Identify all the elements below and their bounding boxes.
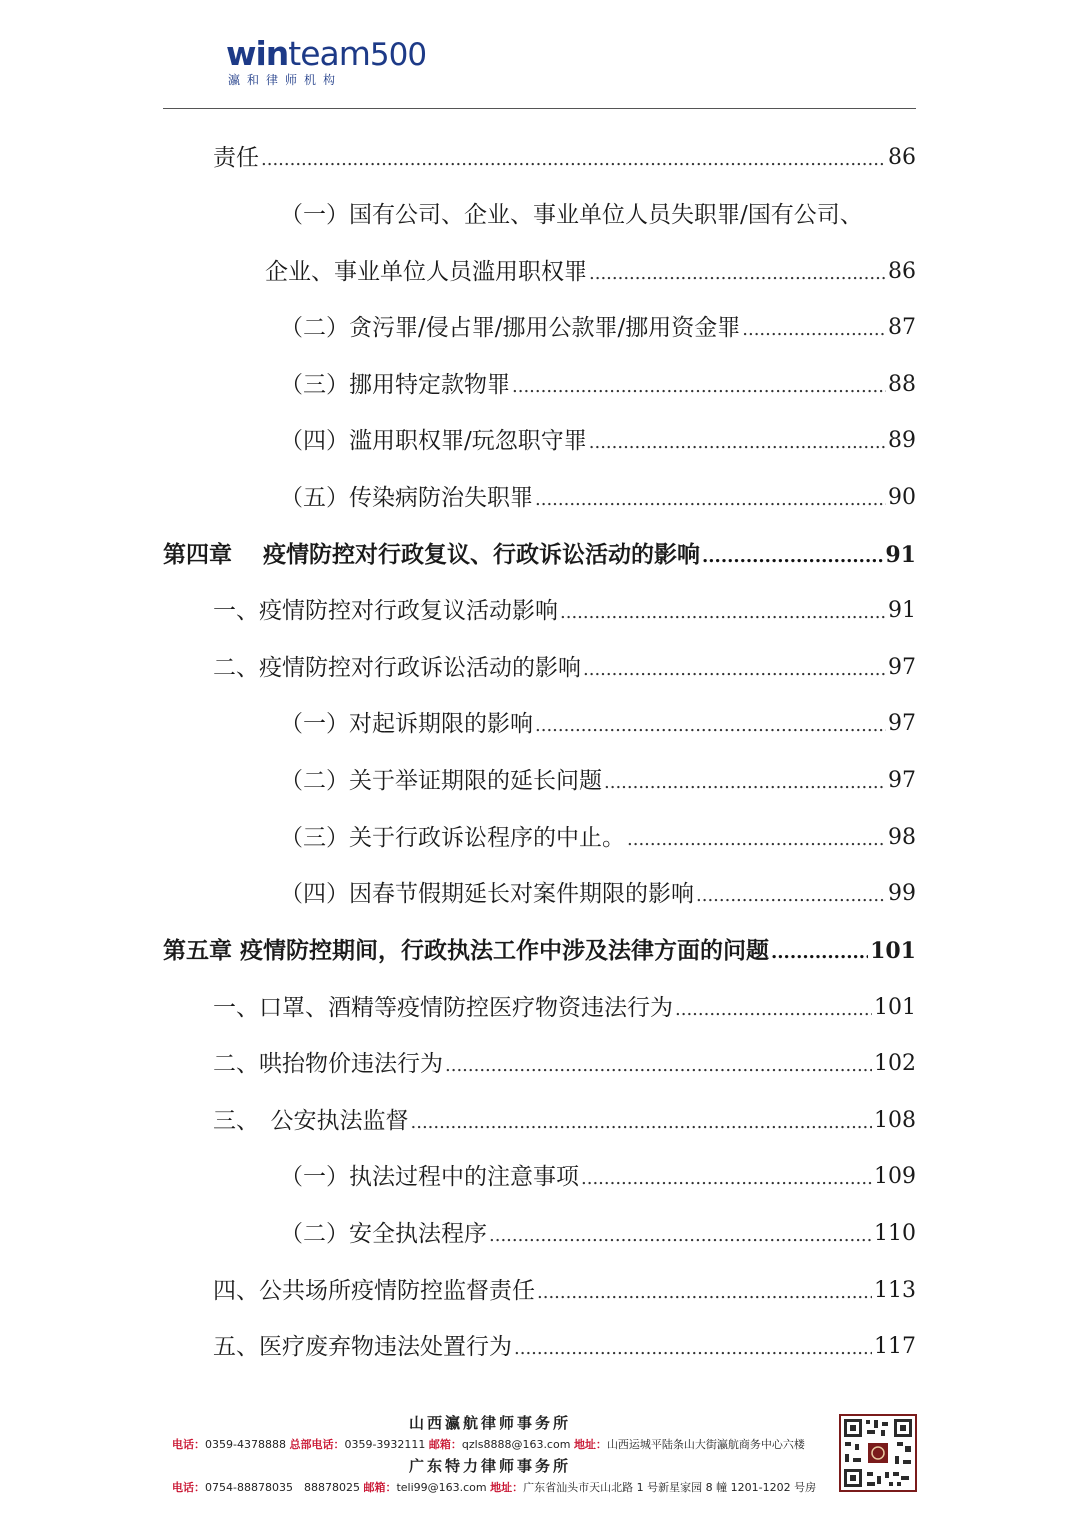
toc-entry-page: 110 [874,1221,916,1246]
toc-entry-title: 二、疫情防控对行政诉讼活动的影响 [213,655,581,681]
footer-label: 地址： [490,1481,524,1494]
footer-firm-name: 广东特力律师事务所 [408,1457,571,1475]
toc-entry-title: （四）因春节假期延长对案件期限的影响 [280,881,694,907]
toc-entry-title: （一）执法过程中的注意事项 [280,1164,579,1190]
toc-leader [514,1342,872,1356]
toc-entry [280,308,916,344]
toc-entry [280,1214,916,1250]
winteam-logo [226,34,456,90]
toc-entry-title: 三、 公安执法监督 [213,1108,409,1134]
footer-phone: 0359-4378888 [205,1438,286,1451]
toc-entry-title: （二）贪污罪/侵占罪/挪用公款罪/挪用资金罪 [280,315,741,341]
footer-label: 地址： [573,1438,607,1451]
footer-hq-phone: 0359-3932111 [344,1438,426,1451]
toc-entry-page: 101 [874,995,916,1020]
footer-email: qzls8888@163.com [461,1438,571,1451]
footer-label: 邮箱： [428,1438,462,1451]
qr-code-icon [839,1414,917,1492]
toc-entry [265,252,916,288]
toc-entry-title: 五、医疗废弃物违法处置行为 [213,1334,512,1360]
toc-entry [280,421,916,457]
toc-entry-title: （四）滥用职权罪/玩忽职守罪 [280,428,587,454]
toc-entry-title: 责任 [213,145,259,171]
toc-entry-title: （二）关于举证期限的延长问题 [280,768,602,794]
toc-entry [280,761,916,797]
toc-entry-title: （三）关于行政诉讼程序的中止。 [280,825,625,851]
toc-leader [742,323,886,337]
toc-entry-page: 89 [888,428,916,453]
toc-leader [560,606,886,620]
footer-label: 电话： [172,1481,205,1494]
logo-team: team [288,34,370,73]
toc-leader [411,1116,873,1130]
toc-entry [213,1101,916,1137]
toc-leader [627,833,886,847]
footer-phone: 0754-88878035 88878025 [205,1481,360,1494]
toc-entry-title: （五）传染病防治失职罪 [280,485,533,511]
logo-500: 500 [369,37,427,73]
toc-entry [213,1327,916,1363]
toc-leader [581,1172,872,1186]
toc-entry-title: （三）挪用特定款物罪 [280,372,510,398]
toc-entry-page: 97 [888,768,916,793]
footer-address: 山西运城平陆条山大街瀛航商务中心六楼 [606,1438,805,1451]
toc-entry-page: 113 [874,1278,916,1303]
toc-entry-title: 企业、事业单位人员滥用职权罪 [265,259,587,285]
toc-entry-title: 二、哄抬物价违法行为 [213,1051,443,1077]
toc-entry-page: 108 [874,1108,916,1133]
toc-chapter [163,535,916,571]
toc-leader [589,267,886,281]
toc-entry [280,195,863,231]
toc-leader [535,493,886,507]
toc-entry-title: （二）安全执法程序 [280,1221,487,1247]
toc-entry-title: （一）国有公司、企业、事业单位人员失职罪/国有公司、 [280,202,863,228]
toc-entry-page: 109 [874,1164,916,1189]
footer-label: 电话： [172,1438,205,1451]
toc-entry-page: 99 [888,881,916,906]
toc-entry-page: 101 [870,938,916,964]
footer-label: 邮箱： [363,1481,397,1494]
footer-contact-line [172,1479,816,1495]
footer-address: 广东省汕头市天山北路 1 号新星家园 8 幢 1201-1202 号房 [523,1481,817,1494]
footer-contact-line [172,1436,805,1452]
footer-email: teli99@163.com [396,1481,487,1494]
toc-entry [213,648,916,684]
toc-entry [213,138,916,174]
toc-entry-page: 102 [874,1051,916,1076]
toc-entry-page: 90 [888,485,916,510]
toc-leader [445,1059,872,1073]
toc-entry-title: 一、口罩、酒精等疫情防控医疗物资违法行为 [213,995,673,1021]
toc-entry-page: 91 [885,542,916,568]
toc-entry-page: 87 [888,315,916,340]
toc-entry-page: 91 [888,598,916,623]
footer-label: 总部电话： [289,1438,345,1451]
toc-chapter [163,931,916,967]
toc-entry-page: 97 [888,711,916,736]
toc-leader [589,436,886,450]
toc-leader [604,776,886,790]
header-divider [163,108,916,109]
toc-leader [261,153,886,167]
toc-entry-page: 86 [888,145,916,170]
toc-entry [280,1157,916,1193]
logo-wordmark [226,34,426,75]
toc-leader [702,550,883,564]
toc-entry-page: 97 [888,655,916,680]
footer-firm-name: 山西瀛航律师事务所 [408,1414,571,1432]
toc-entry [280,704,916,740]
toc-leader [771,946,868,960]
toc-entry [213,1271,916,1307]
toc-leader [535,719,886,733]
toc-leader [696,889,886,903]
toc-leader [512,380,886,394]
toc-entry [280,365,916,401]
toc-entry-title: 一、疫情防控对行政复议活动影响 [213,598,558,624]
toc-entry-page: 86 [888,259,916,284]
toc-leader [583,663,886,677]
toc-entry-page: 98 [888,825,916,850]
toc-entry-title: 第五章 疫情防控期间，行政执法工作中涉及法律方面的问题 [163,937,770,964]
toc-entry-page: 88 [888,372,916,397]
toc-entry [213,1044,916,1080]
toc-entry-title: 四、公共场所疫情防控监督责任 [213,1278,535,1304]
toc-entry [280,874,916,910]
toc-entry [213,591,916,627]
toc-entry [280,818,916,854]
toc-leader [537,1286,872,1300]
logo-win: win [226,34,289,73]
toc-leader [489,1229,872,1243]
logo-subtitle: 瀛和律师机构 [228,73,343,87]
toc-entry-page: 117 [874,1334,916,1359]
toc-entry [280,478,916,514]
toc-entry-title: 第四章 疫情防控对行政复议、行政诉讼活动的影响 [163,541,701,568]
toc-entry-title: （一）对起诉期限的影响 [280,711,533,737]
toc-leader [675,1003,872,1017]
toc-entry [213,988,916,1024]
